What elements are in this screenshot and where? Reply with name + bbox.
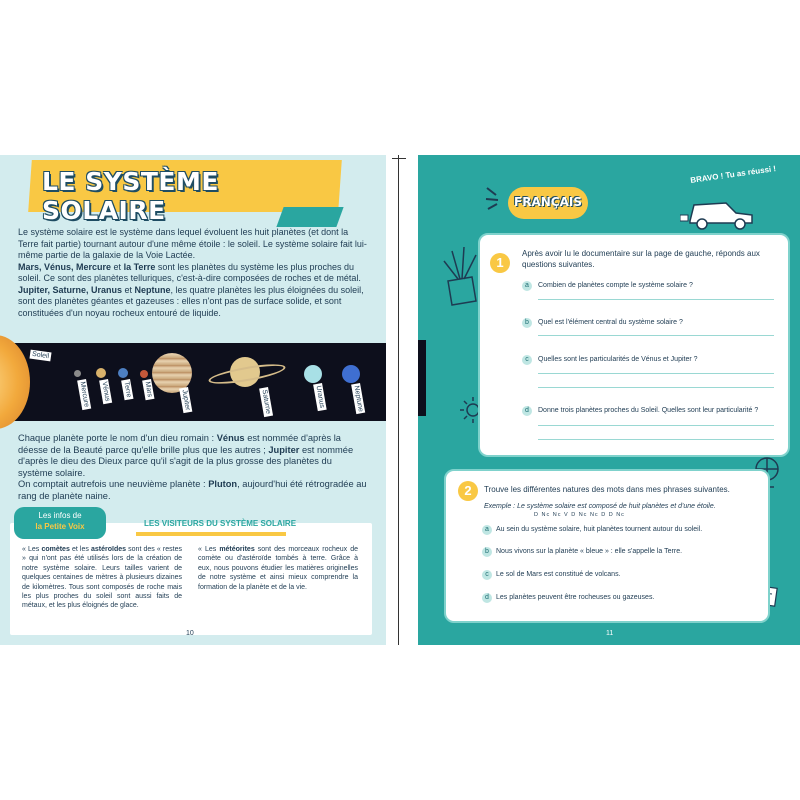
venus-label: Vénus [99,379,112,404]
mercure-label: Mercure [77,379,91,410]
intro-text [18,227,368,319]
gods-paragraph-2: On comptait autrefois une neuvième planète : Pluton, aujourd'hui été rétrogradée au rang de planète naine. [18,479,367,501]
question-d-text: Donne trois planètes proches du Soleil. Quelles sont leur particularité ? [538,407,759,414]
question-a-text: Combien de planètes compte le système solaire ? [538,282,693,289]
uranus-label: Uranus [313,383,326,411]
answer-line[interactable] [538,335,774,336]
example-word-tags: D Nc Nc V D Nc Nc D D Nc [534,512,625,518]
mars-label: Mars [142,379,154,400]
bravo-text: BRAVO ! Tu as réussi ! [689,164,777,185]
book-spread [0,155,800,645]
exercise-number-2: 2 [458,481,478,501]
sentence-b-letter: b [482,547,492,557]
terre-label: Terre [121,379,133,400]
answer-line[interactable] [538,387,774,388]
sentence-b-text: Nous vivons sur la planète « bleue » : elle s'appelle la Terre. [496,548,683,555]
exercise-number-1: 1 [490,253,510,273]
info-tag-label: Les infos de la Petite Voix [35,511,85,531]
info-column-meteorites: « Les météorites sont des morceaux rocheux de comète ou d'astéroïde tombés à terre. Grâce à eux, nous pouvons étudier les matières originelles de notre système et ainsi mieux comprendre la formation de la planète et de la vie. [198,546,358,591]
uranus-planet [304,365,322,383]
info-column-comets: « Les comètes et les astéroïdes sont des « restes » qui n'ont pas été utilisés lors de la création de notre système solaire. Leurs tailles varient de quelques centaines de mètres à plusieurs dizaines de kilomètres. Tous sont composés de roche mais les plus proches du soleil sont aussi faits de métaux, et les plus éloignés de glace. [22,546,182,610]
sentence-c-text: Le sol de Mars est constitué de volcans. [496,571,621,578]
answer-line[interactable] [538,373,774,374]
terre-planet [118,368,128,378]
visitors-title: LES VISITEURS DU SYSTÈME SOLAIRE [144,519,297,528]
right-page [418,155,800,645]
sparkle-doodle-icon [484,185,508,211]
gods-paragraph-1: Chaque planète porte le nom d'un dieu romain : Vénus est nommée d'après la déesse de la Beauté parce qu'elle brille plus que les autres ; Jupiter est nommée d'après le dieu des Dieux parce qu'il s'agit de la plus grosse des planètes du système solaire. [18,433,354,478]
answer-line[interactable] [538,439,774,440]
neptune-label: Neptune [351,383,365,415]
page-title: LE SYSTÈME SOLAIRE [42,167,219,225]
gutter-mark [392,158,406,159]
gods-text [18,433,368,502]
question-b-letter: b [522,318,532,328]
question-d-letter: d [522,406,532,416]
sentence-c-letter: c [482,570,492,580]
sentence-d-letter: d [482,593,492,603]
answer-line[interactable] [538,425,774,426]
question-a-letter: a [522,281,532,291]
sun-label: Soleil [29,350,51,362]
sun-image [0,335,30,429]
intro-paragraph-1: Le système solaire est le système dans lequel évoluent les huit planètes (et dont la Terre fait partie) tournant autour d'une même étoile : le soleil. Le système solaire fait lui-même partie de la galaxie de la Voie Lactée. [18,227,367,260]
solar-system-illustration [0,343,386,421]
page-number-left: 10 [186,630,194,637]
neptune-planet [342,365,360,383]
intro-paragraph-2: Mars, Vénus, Mercure et la Terre sont les planètes du système les plus proches du soleil. Ce sont des planètes telluriques, c'est-à-dire composées de roches et de métal. [18,261,361,283]
venus-planet [96,368,106,378]
page-number-right: 11 [606,630,614,637]
mercure-planet [74,370,81,377]
visitors-title-underline [136,532,286,536]
illustration-overflow-strip [418,340,426,416]
exercise-1-instructions: Après avoir lu le documentaire sur la page de gauche, réponds aux questions suivantes. [522,249,760,269]
sentence-d-text: Les planètes peuvent être rocheuses ou gazeuses. [496,594,655,601]
question-c-letter: c [522,355,532,365]
saturne-label: Saturne [259,387,273,417]
jupiter-label: Jupiter [179,387,192,413]
car-doodle-icon [680,191,760,231]
left-page [0,155,386,645]
example-sentence: Exemple : Le système solaire est composé de huit planètes et d'une étoile. [484,503,716,510]
subject-badge-label: FRANÇAIS [514,195,582,209]
sentence-a-text: Au sein du système solaire, huit planètes tournent autour du soleil. [496,526,703,533]
answer-line[interactable] [538,299,774,300]
question-b-text: Quel est l'élément central du système solaire ? [538,319,683,326]
sentence-a-letter: a [482,525,492,535]
plant-doodle-icon [442,245,482,309]
question-c-text: Quelles sont les particularités de Vénus et Jupiter ? [538,356,698,363]
mars-planet [140,370,148,378]
intro-paragraph-3: Jupiter, Saturne, Uranus et Neptune, les quatre planètes les plus éloignées du soleil, sont des planètes géantes et gazeuses : elles n'ont pas de surface solide, et sont constituées d'un noyau rocheux entouré de liquide. [18,284,364,318]
gutter-line [398,155,399,645]
exercise-2-instructions: Trouve les différentes natures des mots dans mes phrases suivantes. [484,485,730,494]
